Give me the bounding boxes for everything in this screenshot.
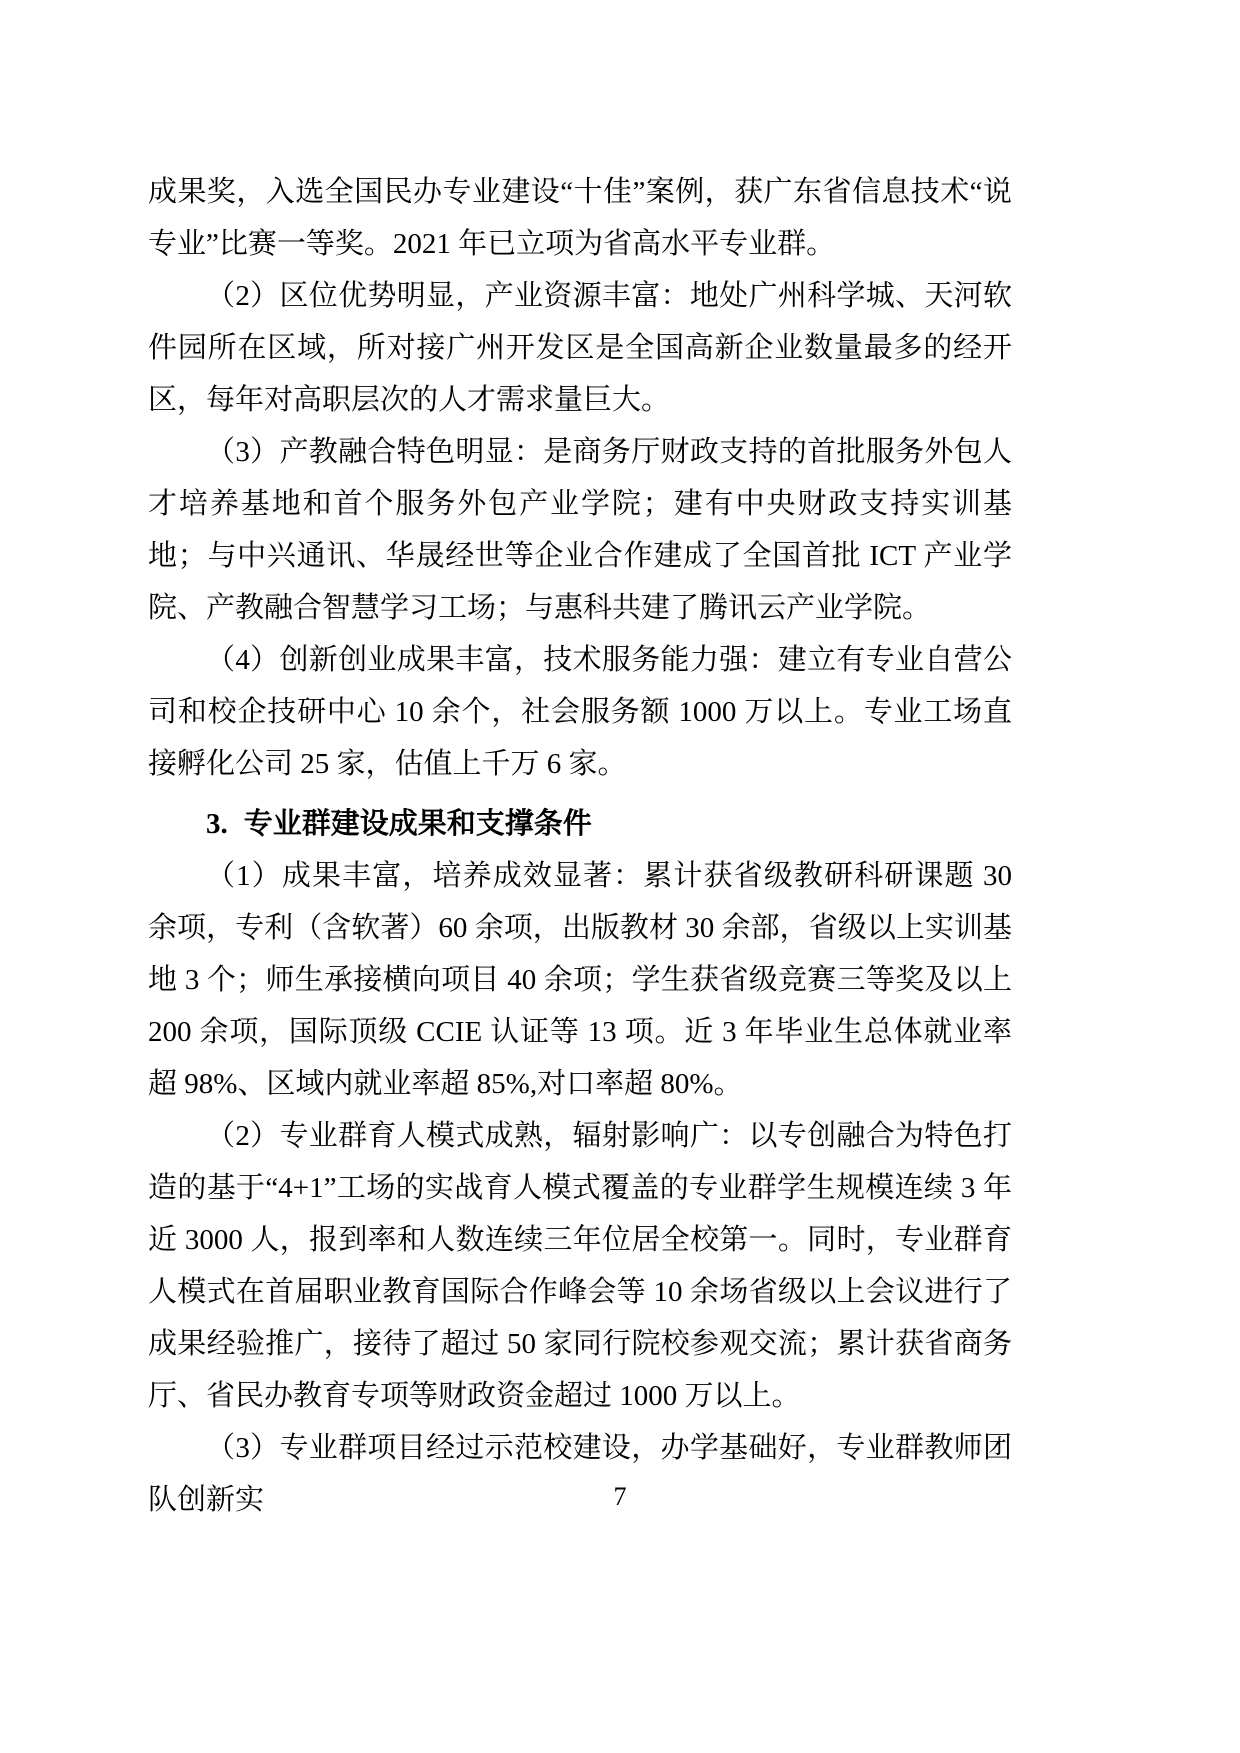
section-heading [148,798,1012,850]
paragraph: （3）产教融合特色明显：是商务厅财政支持的首批服务外包人才培养基地和首个服务外包产业学院；建有中央财政支持实训基地；与中兴通讯、华晟经世等企业合作建成了全国首批 ICT 产业学院、产教融合智慧学习工场；与惠科共建了腾讯云产业学院。 [148,436,1012,624]
section-heading-number: 3. [206,808,228,840]
paragraph: 成果奖，入选全国民办专业建设“十佳”案例，获广东省信息技术“说专业”比赛一等奖。2021 年已立项为省高水平专业群。 [148,176,1012,260]
section-heading-title: 专业群建设成果和支撑条件 [243,808,592,840]
page-number: 7 [613,1482,627,1511]
paragraph: （1）成果丰富，培养成效显著：累计获省级教研科研课题 30 余项，专利（含软著）60 余项，出版教材 30 余部，省级以上实训基地 3 个；师生承接横向项目 40 余项；学生获省级竞赛三等奖及以上 200 余项，国际顶级 CCIE 认证等 13 项。近 3 年毕业生总体就业率超 98%、区域内就业率超 85%,对口率超 80%。 [148,860,1012,1100]
page-content [148,166,1012,1526]
paragraph: （2）区位优势明显，产业资源丰富：地处广州科学城、天河软件园所在区域，所对接广州开发区是全国高新企业数量最多的经开区，每年对高职层次的人才需求量巨大。 [148,280,1012,416]
paragraph: （2）专业群育人模式成熟，辐射影响广：以专创融合为特色打造的基于“4+1”工场的实战育人模式覆盖的专业群学生规模连续 3 年近 3000 人，报到率和人数连续三年位居全校第一。同时，专业群育人模式在首届职业教育国际合作峰会等 10 余场省级以上会议进行了成果经验推广，接待了超过 50 家同行院校参观交流；累计获省商务厅、省民办教育专项等财政资金超过 1000 万以上。 [148,1120,1012,1412]
paragraph: （3）专业群项目经过示范校建设，办学基础好，专业群教师团队创新实 [148,1432,1012,1516]
paragraph: （4）创新创业成果丰富，技术服务能力强：建立有专业自营公司和校企技研中心 10 余个，社会服务额 1000 万以上。专业工场直接孵化公司 25 家，估值上千万 6 家。 [148,644,1012,780]
